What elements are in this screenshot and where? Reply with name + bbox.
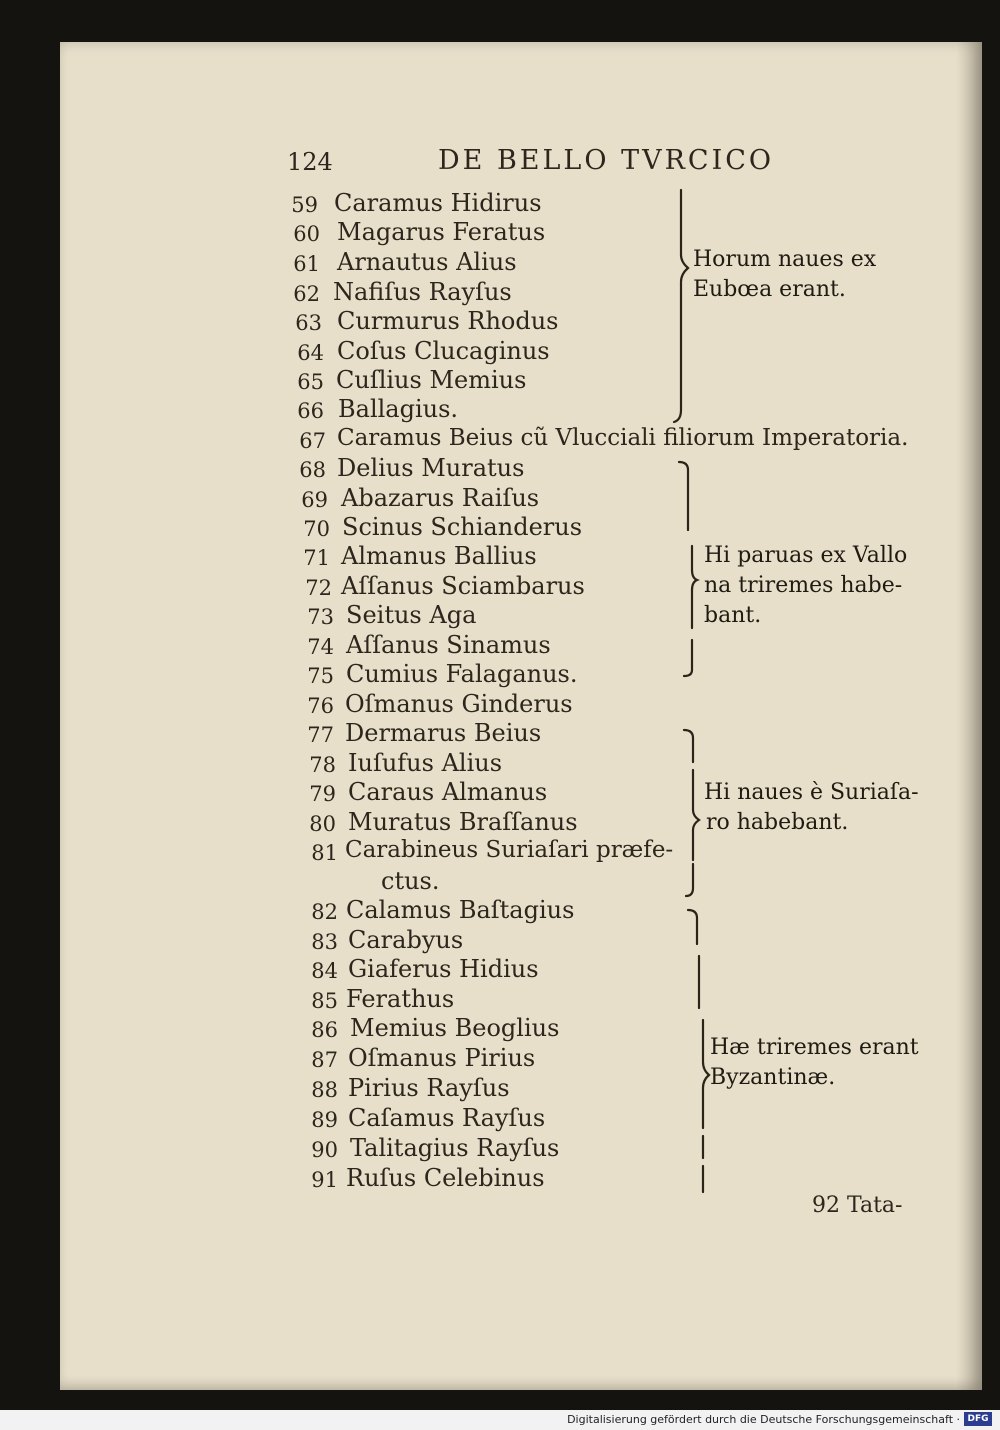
entry-name: Caſamus Rayſus xyxy=(348,1104,546,1132)
page-number: 124 xyxy=(287,148,333,176)
entry-name: Iuſufus Alius xyxy=(348,749,503,777)
entry-name: Cumius Falaganus. xyxy=(346,660,578,688)
entry-name: Caramus Beius cũ Vlucciali filiorum Imperatoria. xyxy=(337,425,909,451)
entry-number: 69 xyxy=(301,488,328,512)
entry-name: Ballagius. xyxy=(338,395,459,423)
entry-number: 82 xyxy=(311,900,338,924)
entry-number: 72 xyxy=(305,576,332,600)
note-line: bant. xyxy=(704,603,762,628)
entry-name: Seitus Aga xyxy=(346,601,477,629)
entry-name: Carabyus xyxy=(348,926,464,954)
entry-name: ctus. xyxy=(381,867,440,895)
entry-name: Cuſlius Memius xyxy=(336,366,527,394)
running-title: DE BELLO TVRCICO xyxy=(438,145,775,176)
entry-number: 90 xyxy=(311,1138,338,1162)
entry-number: 86 xyxy=(311,1018,338,1042)
entry-name: Ruſus Celebinus xyxy=(346,1164,545,1192)
entry-name: Aſſanus Sinamus xyxy=(346,631,551,659)
entry-name: Delius Muratus xyxy=(337,454,525,482)
entry-number: 60 xyxy=(293,222,320,246)
entry-number: 87 xyxy=(311,1048,338,1072)
entry-number: 81 xyxy=(311,841,338,865)
entry-name: Dermarus Beius xyxy=(345,719,542,747)
entry-number: 68 xyxy=(299,458,326,482)
entry-name: Arnautus Alius xyxy=(337,248,517,276)
note-line: Byzantinæ. xyxy=(710,1065,836,1090)
entry-name: Carabineus Suriaſari præfe- xyxy=(345,837,674,863)
entry-name: Abazarus Raiſus xyxy=(341,484,540,512)
entry-name: Nafiſus Rayſus xyxy=(333,278,512,306)
note-line: Eubœa erant. xyxy=(693,277,846,302)
entry-number: 74 xyxy=(307,635,334,659)
catchword: 92 Tata- xyxy=(812,1193,903,1218)
entry-number: 65 xyxy=(297,370,324,394)
entry-name: Almanus Ballius xyxy=(341,542,537,570)
entry-name: Scinus Schianderus xyxy=(342,513,583,541)
entry-name: Pirius Rayſus xyxy=(348,1074,510,1102)
entry-name: Ferathus xyxy=(346,985,455,1013)
entry-number: 83 xyxy=(311,930,338,954)
entry-number: 75 xyxy=(307,664,334,688)
entry-number: 78 xyxy=(309,753,336,777)
entry-number: 71 xyxy=(303,546,330,570)
entry-number: 77 xyxy=(307,723,334,747)
entry-number: 73 xyxy=(307,605,334,629)
entry-number: 70 xyxy=(303,517,330,541)
entry-name: Giaferus Hidius xyxy=(348,955,539,983)
entry-name: Aſſanus Sciambarus xyxy=(341,572,585,600)
entry-number: 64 xyxy=(297,341,324,365)
dfg-logo-icon: DFG xyxy=(964,1412,992,1426)
entry-name: Coſus Clucaginus xyxy=(337,337,550,365)
entry-number: 62 xyxy=(293,282,320,306)
entry-number: 85 xyxy=(311,989,338,1013)
entry-number: 59 xyxy=(291,193,318,217)
entry-number: 89 xyxy=(311,1108,338,1132)
entry-number: 66 xyxy=(297,399,324,423)
entry-name: Caramus Hidirus xyxy=(334,189,542,217)
entry-name: Talitagius Rayſus xyxy=(350,1134,560,1162)
entry-name: Muratus Braſſanus xyxy=(348,808,578,836)
entry-name: Caraus Almanus xyxy=(348,778,548,806)
note-line: na triremes habe- xyxy=(704,573,903,598)
entry-name: Curmurus Rhodus xyxy=(337,307,559,335)
entry-number: 91 xyxy=(311,1168,338,1192)
entry-number: 80 xyxy=(309,812,336,836)
note-line: Hi paruas ex Vallo xyxy=(704,543,908,568)
entry-number: 88 xyxy=(311,1078,338,1102)
entry-number: 61 xyxy=(293,252,320,276)
note-line: Horum naues ex xyxy=(693,247,877,272)
entry-number: 63 xyxy=(295,311,322,335)
entry-number: 67 xyxy=(299,429,326,453)
funding-credit: Digitalisierung gefördert durch die Deutsche Forschungsgemeinschaft · xyxy=(567,1413,960,1426)
footer-bar xyxy=(0,1410,1000,1430)
entry-name: Calamus Baſtagius xyxy=(346,896,575,924)
entry-name: Magarus Feratus xyxy=(337,218,546,246)
note-line: Hi naues è Suriaſa- xyxy=(704,780,919,805)
note-line: Hæ triremes erant xyxy=(710,1035,919,1060)
entry-name: Oſmanus Ginderus xyxy=(345,690,573,718)
entry-name: Memius Beoglius xyxy=(350,1014,560,1042)
entry-number: 76 xyxy=(307,694,334,718)
entry-name: Oſmanus Pirius xyxy=(348,1044,536,1072)
entry-number: 79 xyxy=(309,782,336,806)
note-line: ro habebant. xyxy=(706,810,849,835)
entry-number: 84 xyxy=(311,959,338,983)
